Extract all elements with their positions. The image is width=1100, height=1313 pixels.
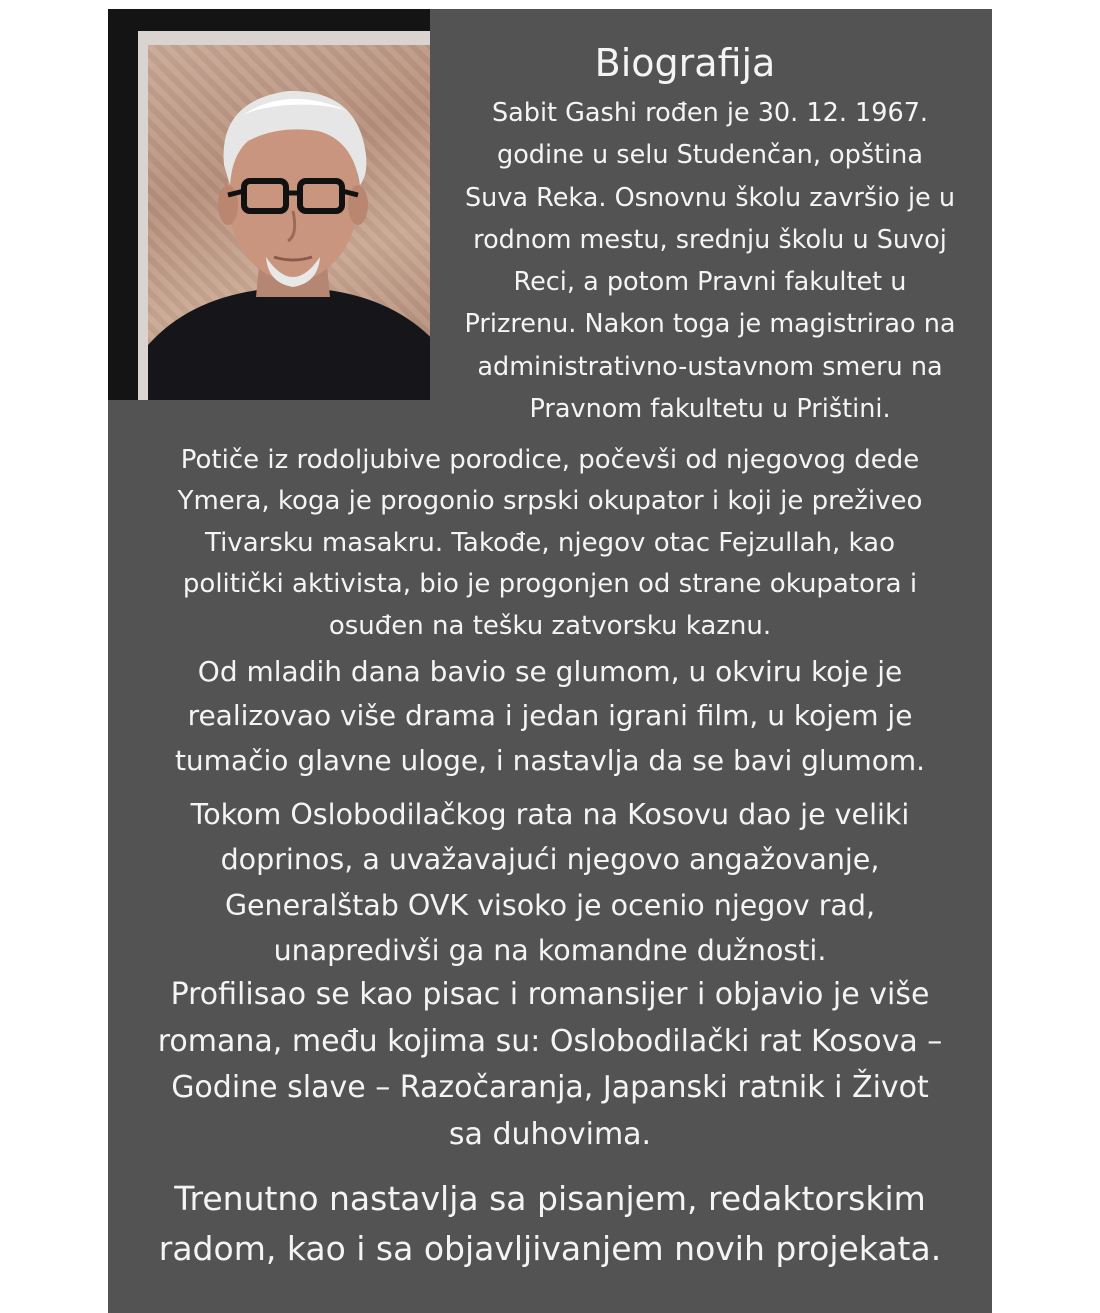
portrait-image bbox=[148, 45, 430, 400]
biography-paragraph-birth-education: Sabit Gashi rođen je 30. 12. 1967. godine u selu Studenčan, opština Suva Reka. Osnovnu školu završio je u rodnom mestu, srednju školu u Suvoj Reci, a potom Pravni fakultet u Prizrenu. Nakon toga je magistrirao na administrativno-ustavnom smeru na Pravnom fakultetu u Prištini. bbox=[464, 98, 956, 425]
biography-paragraph-writing: Profilisao se kao pisac i romansijer i objavio je više romana, među kojima su: Oslobodilački rat Kosova – Godine slave – Razočaranja, Japanski ratnik i Život sa duhovima. bbox=[157, 977, 943, 1153]
biography-paragraph-family: Potiče iz rodoljubive porodice, počevši od njegovog dede Ymera, koga je progonio srpski okupator i koji je preživeo Tivarsku masakru. Takođe, njegov otac Fejzullah, kao politički aktivista, bio je progonjen od strane okupatora i osuđen na tešku zatvorsku kaznu. bbox=[177, 445, 923, 641]
biography-paragraph-current: Trenutno nastavlja sa pisanjem, redaktorskim radom, kao i sa objavljivanjem novih projekata. bbox=[158, 1179, 942, 1268]
portrait-figure bbox=[148, 45, 430, 400]
biography-heading: Biografija bbox=[594, 41, 776, 85]
portrait-photo bbox=[108, 9, 430, 400]
biography-paragraph-war: Tokom Oslobodilačkog rata na Kosovu dao je veliki doprinos, a uvažavajući njegovo angažovanje, Generalštab OVK visoko je ocenio njegov rad, unapredivši ga na komandne dužnosti. bbox=[190, 798, 910, 967]
biography-paragraph-acting: Od mladih dana bavio se glumom, u okviru koje je realizovao više drama i jedan igrani film, u kojem je tumačio glavne uloge, i nastavlja da se bavi glumom. bbox=[174, 655, 926, 777]
